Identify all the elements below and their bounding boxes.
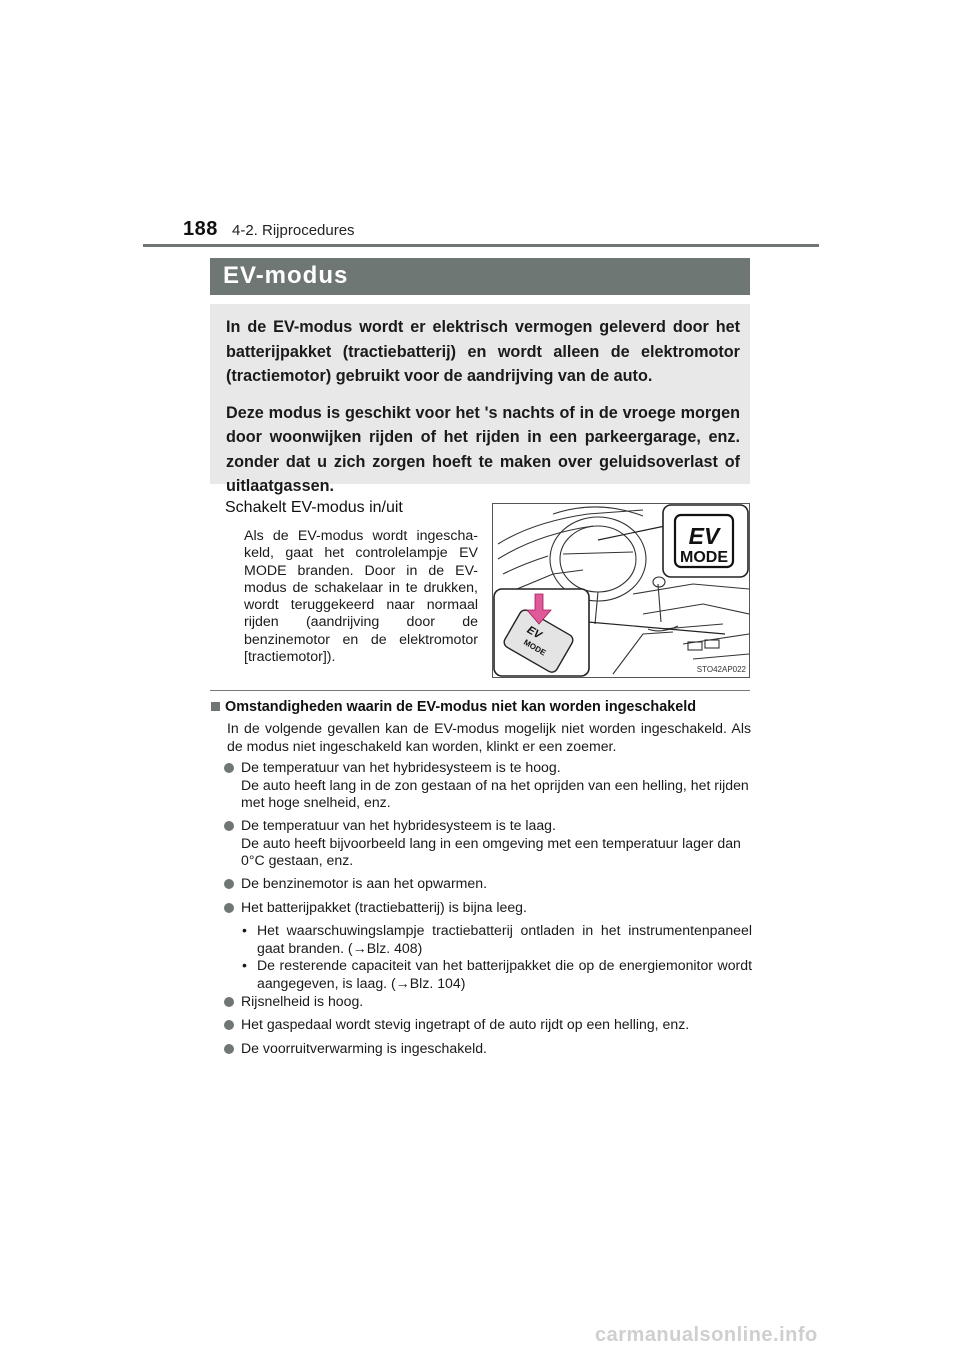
condition-title: De benzinemotor is aan het opwarmen. <box>241 875 487 891</box>
sub-condition-item <box>242 922 752 958</box>
sub-bullet-marker: • <box>242 957 247 973</box>
condition-title: Het gaspedaal wordt stevig ingetrapt of de auto rijdt op een helling, enz. <box>241 1016 690 1032</box>
ev-mode-illustration <box>492 503 750 678</box>
condition-item <box>224 759 752 810</box>
circle-bullet-icon <box>224 1020 234 1030</box>
condition-title: De temperatuur van het hybridesysteem is te hoog. <box>241 759 561 775</box>
circle-bullet-icon <box>224 903 234 913</box>
condition-detail: De auto heeft lang in de zon gestaan of na het oprijden van een helling, het rijden met hoge snelheid, enz. <box>241 776 749 810</box>
page-number: 188 <box>183 218 218 240</box>
condition-title: De voorruitverwarming is ingeschakeld. <box>241 1040 487 1056</box>
sub-bullet-marker: • <box>242 922 247 938</box>
conditions-heading-text: Omstandigheden waarin de EV-modus niet kan worden ingeschakeld <box>225 699 696 715</box>
condition-item <box>224 899 752 917</box>
conditions-intro: In de volgende gevallen kan de EV-modus mogelijk niet worden ingeschakeld. Als de modus niet ingeschakeld kan worden, klinkt er een zoemer. <box>227 720 751 754</box>
sub-condition-text: De resterende capaciteit van het batterijpakket die op de energiemonitor wordt aangegeven, is laag. (→Blz. 104) <box>257 957 752 991</box>
switch-description: Als de EV-modus wordt ingeschakeld, gaat het controlelampje EV MODE branden. Door in de EV-modus de schakelaar in te drukken, wordt teruggekeerd naar normaal rijden (aandrijving door de benzinemotor en de elektromotor [tractiemotor]). <box>244 528 478 666</box>
square-bullet-icon <box>211 702 220 711</box>
condition-item <box>224 1040 752 1058</box>
indicator-text-mode: MODE <box>680 549 728 566</box>
sub-condition-item <box>242 957 752 993</box>
intro-paragraph-1: In de EV-modus wordt er elektrisch vermogen geleverd door het batterijpakket (tractiebatterij) en wordt alleen de elektromotor (tractiemotor) gebruikt voor de aandrijving van de auto. <box>226 318 740 385</box>
condition-item <box>224 875 752 893</box>
condition-item <box>224 993 752 1011</box>
button-text-mode: MODE <box>522 637 548 658</box>
button-text-ev: EV <box>524 623 544 642</box>
sub-condition-text: Het waarschuwingslampje tractiebatterij ontladen in het instrumentenpaneel gaat branden. (→Blz. 408) <box>257 922 752 956</box>
circle-bullet-icon <box>224 821 234 831</box>
condition-detail: De auto heeft bijvoorbeeld lang in een omgeving met een temperatuur lager dan 0°C gestaan, enz. <box>241 834 741 868</box>
circle-bullet-icon <box>224 763 234 773</box>
condition-item <box>224 817 752 868</box>
circle-bullet-icon <box>224 997 234 1007</box>
condition-title: De temperatuur van het hybridesysteem is te laag. <box>241 817 556 833</box>
condition-item <box>224 1016 752 1034</box>
circle-bullet-icon <box>224 879 234 889</box>
circle-bullet-icon <box>224 1044 234 1054</box>
page-title: EV-modus <box>223 262 349 289</box>
indicator-text-ev: EV <box>688 523 720 549</box>
section-title: 4-2. Rijprocedures <box>232 222 355 239</box>
intro-box <box>210 304 750 495</box>
header-divider <box>143 244 819 247</box>
title-bar <box>210 258 750 295</box>
illustration-code: STO42AP022 <box>696 665 746 674</box>
condition-title: Rijsnelheid is hoog. <box>241 993 364 1009</box>
switch-heading: Schakelt EV-modus in/uit <box>225 499 403 516</box>
dashboard-drawing <box>493 504 749 677</box>
conditions-heading <box>211 699 696 715</box>
section-divider <box>210 690 750 691</box>
condition-title: Het batterijpakket (tractiebatterij) is bijna leeg. <box>241 899 527 915</box>
intro-paragraph-2: Deze modus is geschikt voor het 's nachts of in de vroege morgen door woonwijken rijden of het rijden in een parkeergarage, enz. zonder dat u zich zorgen hoeft te maken over geluidsoverlast of uitlaatgassen. <box>226 403 740 495</box>
watermark: carmanualsonline.info <box>595 1324 818 1346</box>
